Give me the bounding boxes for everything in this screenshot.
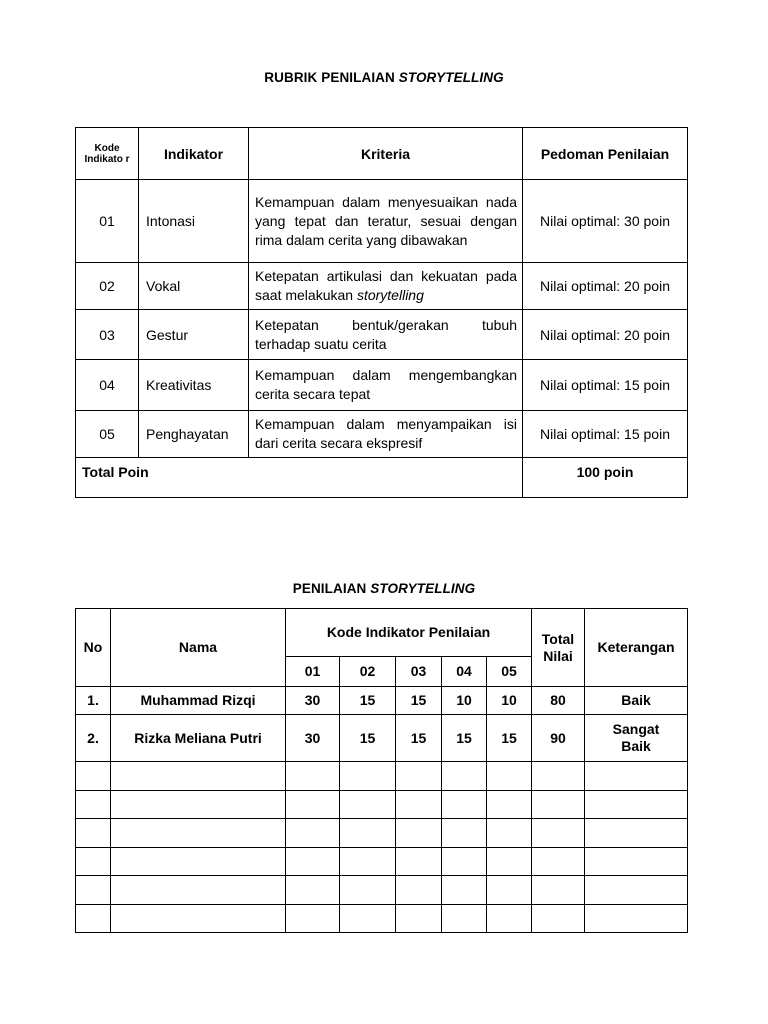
rubric-pedoman: Nilai optimal: 15 poin	[523, 360, 688, 411]
rubric-pedoman: Nilai optimal: 30 poin	[523, 180, 688, 263]
score-no: 1.	[76, 687, 111, 715]
header-no: No	[76, 609, 111, 687]
score-keterangan: Sangat Baik	[585, 715, 688, 762]
score-total	[532, 848, 585, 876]
score-keterangan	[585, 876, 688, 905]
rubric-kriteria-text: Kemampuan dalam mengembangkan cerita secara tepat	[255, 367, 517, 402]
rubric-pedoman: Nilai optimal: 20 poin	[523, 310, 688, 360]
score-value	[340, 762, 396, 791]
score-value	[487, 819, 532, 848]
score-row	[76, 791, 688, 819]
rubric-header-row	[76, 128, 688, 180]
score-total	[532, 791, 585, 819]
score-value	[442, 905, 487, 933]
scores-title-text: PENILAIAN	[292, 581, 371, 596]
score-value	[396, 819, 442, 848]
score-value: 15	[340, 715, 396, 762]
score-value: 15	[396, 687, 442, 715]
rubric-title-text: RUBRIK PENILAIAN	[264, 70, 399, 85]
score-value	[286, 848, 340, 876]
rubric-pedoman: Nilai optimal: 20 poin	[523, 263, 688, 310]
score-no	[76, 876, 111, 905]
rubric-kriteria	[249, 180, 523, 263]
score-value	[487, 905, 532, 933]
score-value	[396, 876, 442, 905]
total-poin-label: Total Poin	[76, 458, 523, 498]
rubric-total-row	[76, 458, 688, 498]
scores-table	[75, 608, 688, 933]
score-value: 30	[286, 687, 340, 715]
score-value	[286, 876, 340, 905]
header-kode-indikator-penilaian: Kode Indikator Penilaian	[286, 609, 532, 657]
rubric-row	[76, 263, 688, 310]
score-keterangan	[585, 819, 688, 848]
rubric-kriteria-text: Kemampuan dalam menyampaikan isi dari cerita secara ekspresif	[255, 416, 517, 451]
score-no	[76, 819, 111, 848]
rubric-kriteria	[249, 263, 523, 310]
score-row	[76, 687, 688, 715]
score-value	[396, 762, 442, 791]
rubric-row	[76, 360, 688, 411]
score-value	[340, 791, 396, 819]
score-row	[76, 876, 688, 905]
score-row	[76, 762, 688, 791]
score-value: 15	[340, 687, 396, 715]
score-value	[442, 791, 487, 819]
score-nama	[111, 905, 286, 933]
score-value	[340, 905, 396, 933]
rubric-kriteria	[249, 360, 523, 411]
header-total-nilai: Total Nilai	[532, 609, 585, 687]
rubric-kode: 05	[76, 411, 139, 458]
score-keterangan: Baik	[585, 687, 688, 715]
score-no	[76, 905, 111, 933]
rubric-kode: 02	[76, 263, 139, 310]
scores-header-row-1	[76, 609, 688, 657]
rubric-kriteria-text: Ketepatan artikulasi dan kekuatan pada saat melakukan	[255, 268, 517, 303]
header-kriteria: Kriteria	[249, 128, 523, 180]
score-value	[442, 819, 487, 848]
score-keterangan	[585, 762, 688, 791]
score-row	[76, 905, 688, 933]
score-value	[340, 819, 396, 848]
rubric-row	[76, 180, 688, 263]
score-no	[76, 762, 111, 791]
rubric-indikator: Penghayatan	[139, 411, 249, 458]
rubric-kriteria	[249, 411, 523, 458]
score-keterangan	[585, 791, 688, 819]
score-value: 10	[487, 687, 532, 715]
score-value	[442, 848, 487, 876]
header-code-05: 05	[487, 657, 532, 687]
score-value	[286, 819, 340, 848]
score-no	[76, 848, 111, 876]
score-row	[76, 819, 688, 848]
total-poin-value: 100 poin	[523, 458, 688, 498]
rubric-pedoman: Nilai optimal: 15 poin	[523, 411, 688, 458]
rubric-kriteria	[249, 310, 523, 360]
rubric-kriteria-italic: storytelling	[356, 287, 424, 303]
header-code-03: 03	[396, 657, 442, 687]
score-total	[532, 876, 585, 905]
rubric-title	[0, 70, 768, 85]
score-value: 15	[396, 715, 442, 762]
header-code-02: 02	[340, 657, 396, 687]
score-row	[76, 848, 688, 876]
rubric-indikator: Gestur	[139, 310, 249, 360]
score-total	[532, 819, 585, 848]
score-value	[340, 876, 396, 905]
score-value: 10	[442, 687, 487, 715]
rubric-indikator: Kreativitas	[139, 360, 249, 411]
rubric-kode: 03	[76, 310, 139, 360]
score-keterangan	[585, 848, 688, 876]
header-kode-indikator: Kode Indikato r	[76, 128, 139, 180]
score-nama	[111, 791, 286, 819]
scores-title-italic: STORYTELLING	[370, 581, 476, 596]
scores-title	[0, 581, 768, 596]
score-nama	[111, 876, 286, 905]
rubric-kode: 04	[76, 360, 139, 411]
header-keterangan: Keterangan	[585, 609, 688, 687]
rubric-row	[76, 411, 688, 458]
score-value	[286, 905, 340, 933]
score-total: 80	[532, 687, 585, 715]
score-total: 90	[532, 715, 585, 762]
header-nama: Nama	[111, 609, 286, 687]
score-row	[76, 715, 688, 762]
score-nama	[111, 819, 286, 848]
score-nama: Muhammad Rizqi	[111, 687, 286, 715]
rubric-kriteria-text: Ketepatan bentuk/gerakan tubuh terhadap suatu cerita	[255, 316, 517, 352]
score-value	[487, 791, 532, 819]
rubric-table	[75, 127, 688, 498]
score-value	[487, 762, 532, 791]
score-value	[442, 876, 487, 905]
rubric-title-italic: STORYTELLING	[398, 70, 504, 85]
rubric-kriteria-text: Kemampuan dalam menyesuaikan nada yang tepat dan teratur, sesuai dengan rima dalam cerita yang dibawakan	[255, 193, 517, 248]
score-nama	[111, 848, 286, 876]
score-total	[532, 762, 585, 791]
score-value	[396, 791, 442, 819]
score-value	[442, 762, 487, 791]
score-value	[286, 791, 340, 819]
score-value	[487, 848, 532, 876]
header-indikator: Indikator	[139, 128, 249, 180]
score-total	[532, 905, 585, 933]
score-value	[340, 848, 396, 876]
score-no	[76, 791, 111, 819]
score-value	[396, 848, 442, 876]
score-keterangan	[585, 905, 688, 933]
rubric-indikator: Intonasi	[139, 180, 249, 263]
score-value: 15	[487, 715, 532, 762]
rubric-indikator: Vokal	[139, 263, 249, 310]
score-value	[487, 876, 532, 905]
score-nama	[111, 762, 286, 791]
score-value: 15	[442, 715, 487, 762]
header-code-01: 01	[286, 657, 340, 687]
score-no: 2.	[76, 715, 111, 762]
score-value	[286, 762, 340, 791]
rubric-kode: 01	[76, 180, 139, 263]
score-value	[396, 905, 442, 933]
rubric-row	[76, 310, 688, 360]
header-pedoman: Pedoman Penilaian	[523, 128, 688, 180]
header-code-04: 04	[442, 657, 487, 687]
score-nama: Rizka Meliana Putri	[111, 715, 286, 762]
score-value: 30	[286, 715, 340, 762]
